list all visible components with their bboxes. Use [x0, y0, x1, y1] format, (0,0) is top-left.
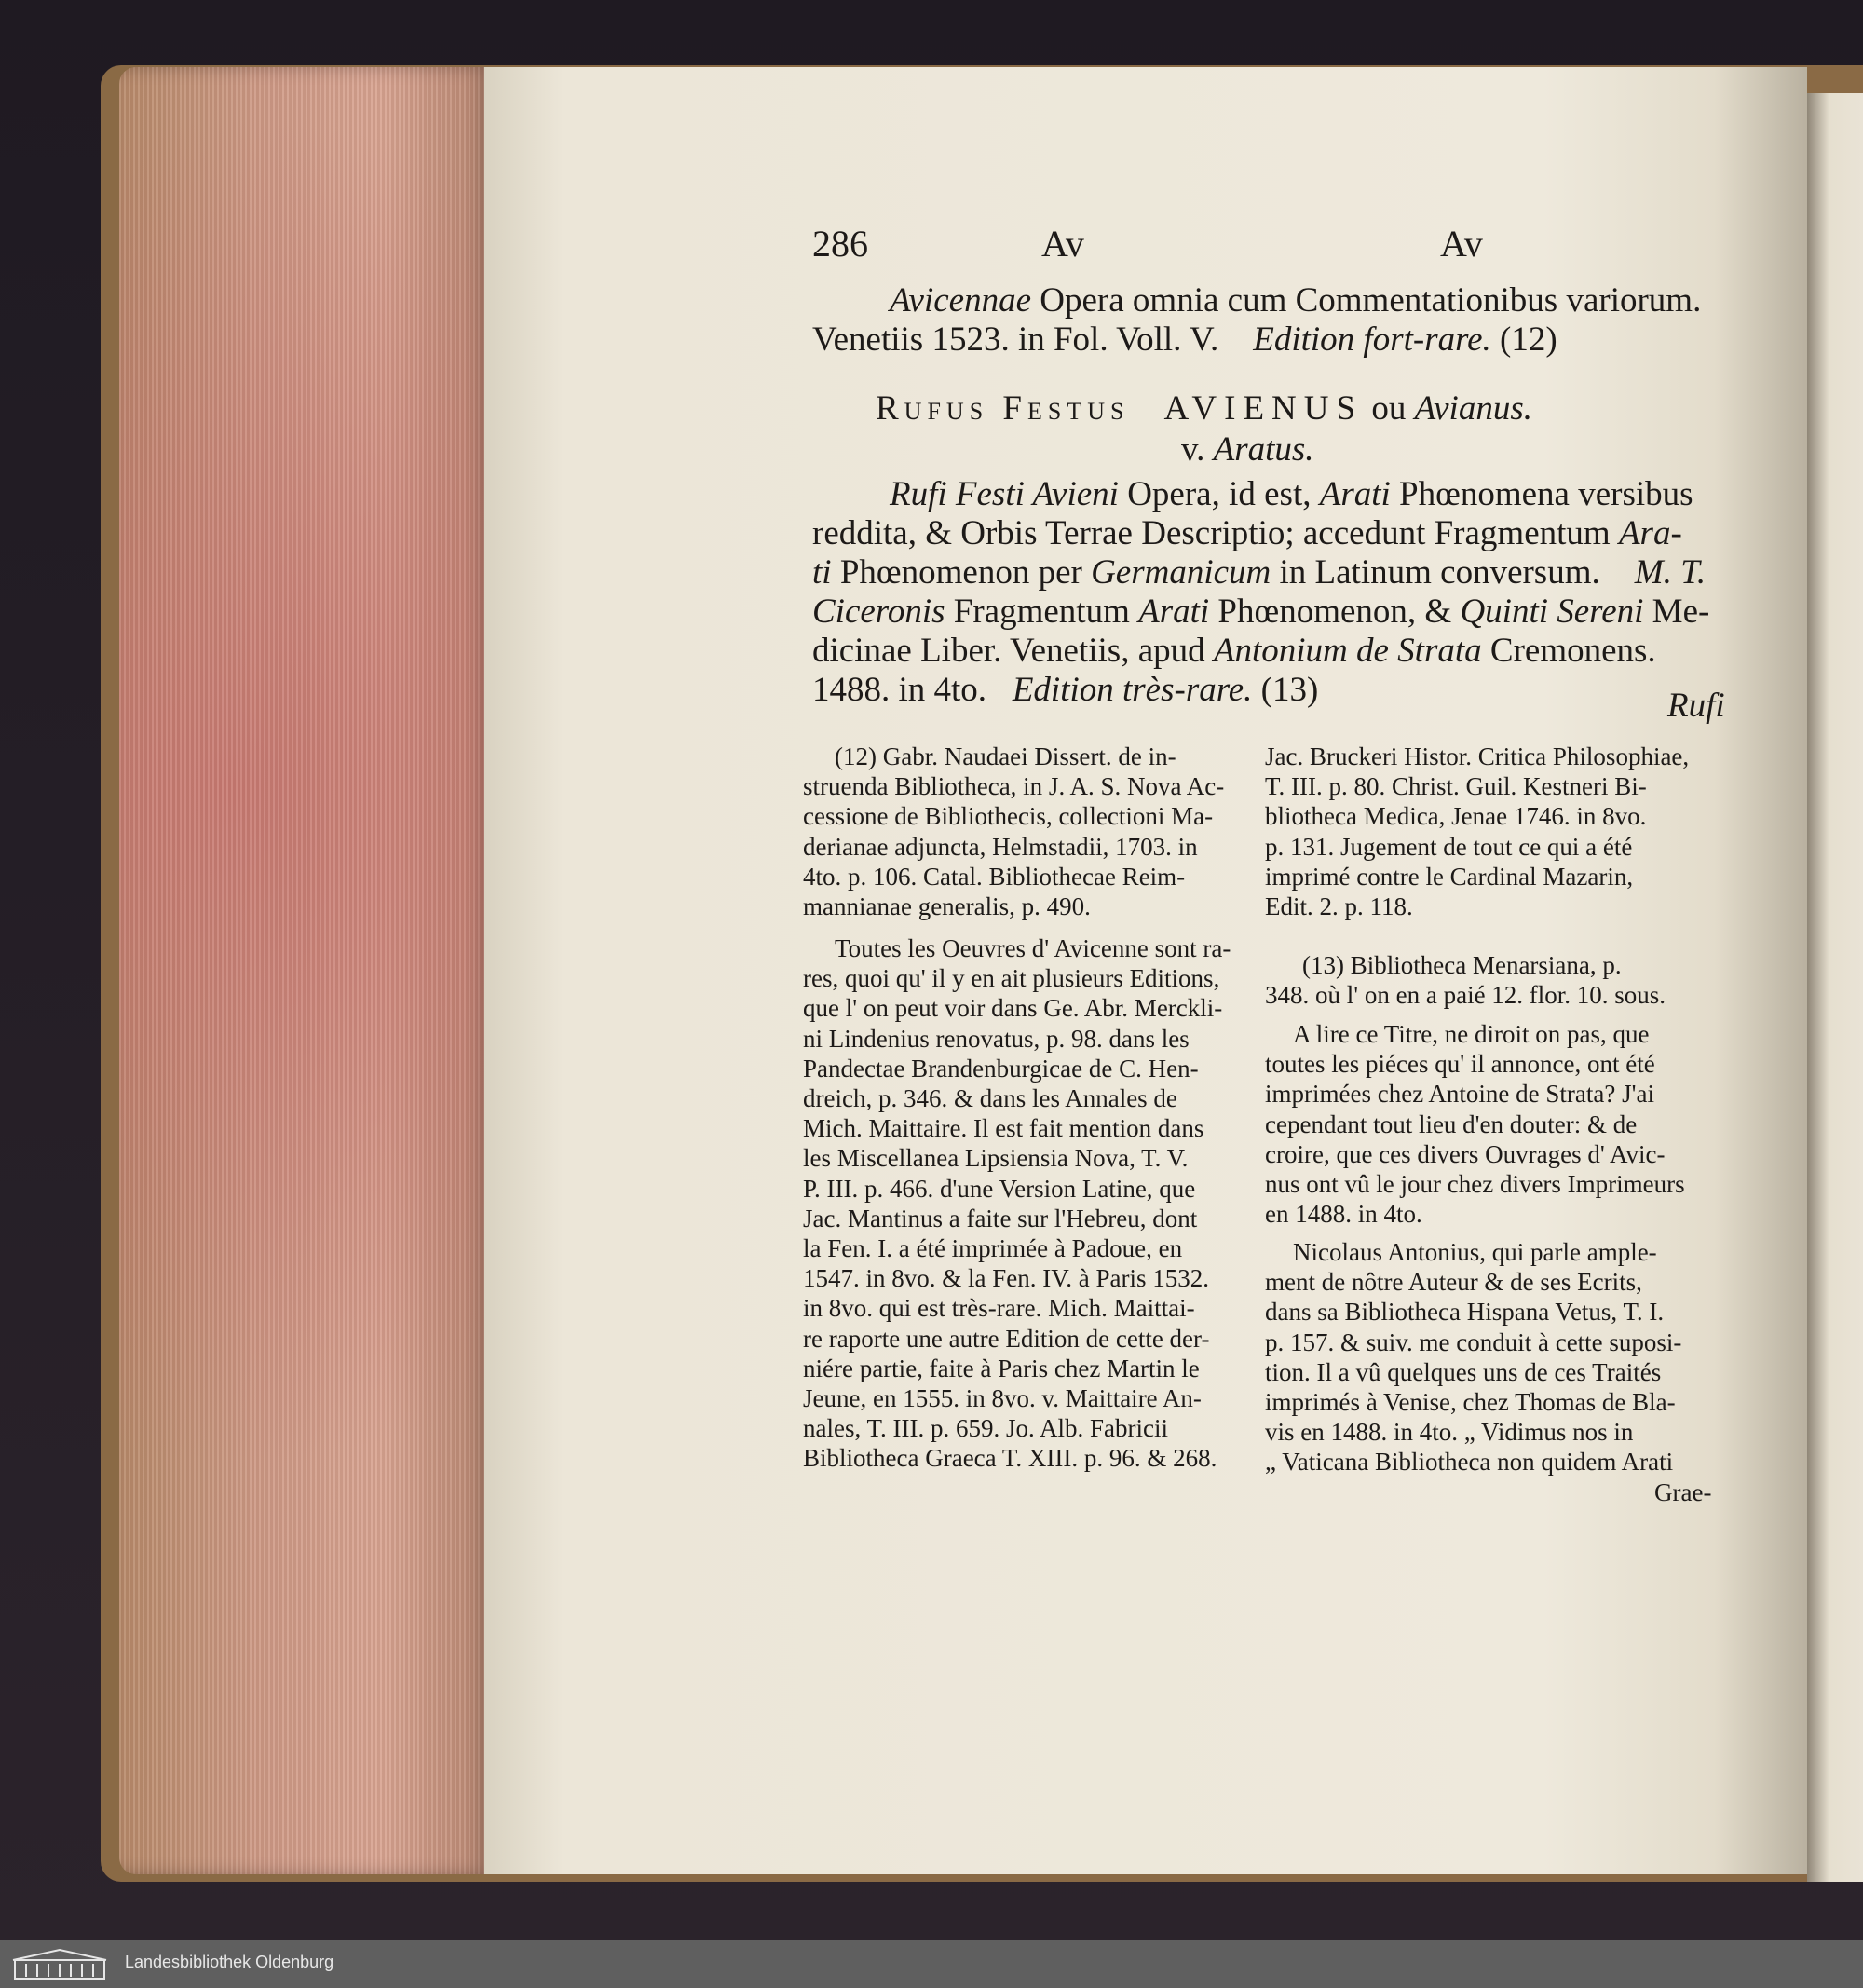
footer-label: Landesbibliothek Oldenburg	[125, 1953, 334, 1971]
entry-avieni-line-5: dicinae Liber. Venetiis, apud Antonium de Strata Cremonens.	[812, 632, 1656, 670]
footnote-line: niére partie, faite à Paris chez Martin le	[803, 1354, 1200, 1382]
running-head-left: Av	[1041, 223, 1084, 265]
footnote-line: P. III. p. 466. d'une Version Latine, que	[803, 1174, 1196, 1203]
footnote-line: (12) Gabr. Naudaei Dissert. de in-	[835, 742, 1176, 770]
footnote-line: 1547. in 8vo. & la Fen. IV. à Paris 1532.	[803, 1264, 1209, 1293]
entry-avieni-line-1: Rufi Festi Avieni Opera, id est, Arati Phœnomena versibus	[890, 475, 1693, 513]
entry-avieni-line-3: ti Phœnomenon per Germanicum in Latinum conversum. M. T.	[812, 553, 1707, 592]
footnote-line: cependant tout lieu d'en douter: & de	[1265, 1110, 1638, 1138]
footnote-line: Mich. Maittaire. Il est fait mention dans	[803, 1114, 1204, 1143]
footnote-line: imprimés à Venise, chez Thomas de Bla-	[1265, 1388, 1676, 1416]
footnote-line: p. 131. Jugement de tout ce qui a été	[1265, 832, 1633, 861]
footnote-line: Jeune, en 1555. in 8vo. v. Maittaire An-	[803, 1384, 1202, 1412]
page-number: 286	[812, 223, 868, 265]
footnote-line: dans sa Bibliotheca Hispana Vetus, T. I.	[1265, 1298, 1665, 1327]
entry-avieni-line-4: Ciceronis Fragmentum Arati Phœnomenon, & Quinti Sereni Me-	[812, 592, 1710, 631]
footnote-line: croire, que ces divers Ouvrages d' Avic-	[1265, 1139, 1666, 1168]
footnote-line: res, quoi qu' il y en ait plusieurs Editions,	[803, 964, 1220, 993]
footnote-line: imprimées chez Antoine de Strata? J'ai	[1265, 1080, 1654, 1109]
footnote-line: 4to. p. 106. Catal. Bibliothecae Reim-	[803, 862, 1186, 891]
footnote-line: imprimé contre le Cardinal Mazarin,	[1265, 862, 1634, 891]
footnote-line: Toutes les Oeuvres d' Avicenne sont ra-	[835, 934, 1231, 962]
footnote-line: Nicolaus Antonius, qui parle ample-	[1293, 1238, 1657, 1266]
footnote-line: Jac. Mantinus a faite sur l'Hebreu, dont	[803, 1204, 1198, 1232]
footnote-line: la Fen. I. a été imprimée à Padoue, en	[803, 1234, 1183, 1262]
footnote-line: (13) Bibliotheca Menarsiana, p.	[1302, 951, 1622, 979]
footnote-line: cessione de Bibliothecis, collectioni Ma-	[803, 802, 1214, 831]
footnote-line: tion. Il a vû quelques uns de ces Traités	[1265, 1357, 1662, 1386]
footnote-line: bliotheca Medica, Jenae 1746. in 8vo.	[1265, 802, 1647, 831]
library-building-icon	[9, 1947, 110, 1981]
entry-avicenna-line-1: Avicennae Opera omnia cum Commentationibus variorum.	[890, 281, 1702, 320]
footnote-line: toutes les piéces qu' il annonce, ont été	[1265, 1050, 1655, 1079]
footnote-line: nus ont vû le jour chez divers Imprimeurs	[1265, 1170, 1685, 1198]
footnote-line: que l' on peut voir dans Ge. Abr. Merckli-	[803, 994, 1223, 1023]
footnote-line: les Miscellanea Lipsiensia Nova, T. V.	[803, 1144, 1189, 1173]
catchword: Rufi	[1667, 687, 1725, 725]
entry-avicenna-line-2: Venetiis 1523. in Fol. Voll. V. Edition fort-rare. (12)	[812, 320, 1557, 359]
footnote-line: in 8vo. qui est très-rare. Mich. Maittai-	[803, 1294, 1195, 1323]
footnote-line: Bibliotheca Graeca T. XIII. p. 96. & 268.	[803, 1444, 1217, 1473]
footnote-line: Grae-	[1654, 1477, 1712, 1506]
footnote-line: p. 157. & suiv. me conduit à cette suposi-	[1265, 1328, 1682, 1356]
footnote-line: vis en 1488. in 4to. „ Vidimus nos in	[1265, 1418, 1634, 1447]
footnote-line: nales, T. III. p. 659. Jo. Alb. Fabricii	[803, 1414, 1168, 1443]
entry-avieni-line-6: 1488. in 4to. Edition très-rare. (13)	[812, 671, 1319, 709]
entry-heading-avienus: Rufus Festus AVIENUS ou Avianus.	[876, 389, 1532, 428]
footnote-line: Pandectae Brandenburgicae de C. Hen-	[803, 1054, 1199, 1083]
running-head-right: Av	[1440, 223, 1483, 265]
footnote-line: struenda Bibliotheca, in J. A. S. Nova Ac-	[803, 772, 1225, 801]
footnote-line: „ Vaticana Bibliotheca non quidem Arati	[1265, 1448, 1674, 1477]
footnote-line: mannianae generalis, p. 490.	[803, 892, 1091, 920]
footnote-line: ment de nôtre Auteur & de ses Ecrits,	[1265, 1268, 1642, 1297]
footnote-line: T. III. p. 80. Christ. Guil. Kestneri Bi-	[1265, 772, 1647, 801]
footnote-line: 348. où l' on en a paié 12. flor. 10. sous.	[1265, 981, 1666, 1010]
entry-avieni-line-2: reddita, & Orbis Terrae Descriptio; accedunt Fragmentum Ara-	[812, 514, 1682, 552]
footnote-line: A lire ce Titre, ne diroit on pas, que	[1293, 1020, 1650, 1048]
footnote-line: Edit. 2. p. 118.	[1265, 892, 1413, 920]
footnote-line: re raporte une autre Edition de cette der-	[803, 1324, 1210, 1353]
footnote-line: en 1488. in 4to.	[1265, 1200, 1422, 1229]
footnote-line: Jac. Bruckeri Histor. Critica Philosophiae,	[1265, 742, 1690, 770]
footer-bar	[0, 1940, 1863, 1988]
book-page-edges	[119, 67, 494, 1874]
footnote-line: dreich, p. 346. & dans les Annales de	[803, 1084, 1177, 1112]
entry-heading-cross-reference: v. Aratus.	[1181, 430, 1314, 469]
facing-page-edge	[1807, 93, 1863, 1882]
footnote-line: derianae adjuncta, Helmstadii, 1703. in	[803, 832, 1198, 861]
footnote-line: ni Lindenius renovatus, p. 98. dans les	[803, 1024, 1190, 1053]
